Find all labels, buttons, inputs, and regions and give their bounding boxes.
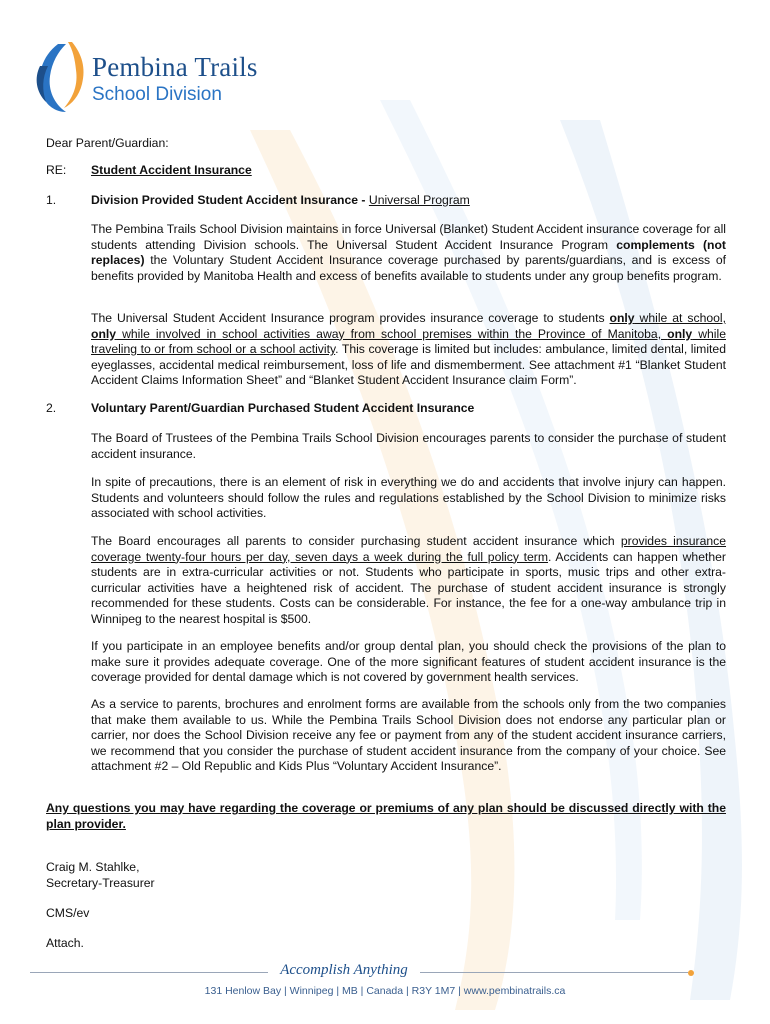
- s1-p2-c: while at school,: [634, 311, 726, 325]
- attachments-note: Attach.: [46, 936, 84, 950]
- section-1-heading-text: Division Provided Student Accident Insurance -: [91, 193, 369, 207]
- s1-p2-only-2: only: [91, 326, 117, 341]
- universal-program-link: Universal Program: [368, 193, 470, 207]
- s2-p3-a: The Board encourages all parents to consider purchasing student accident insurance which: [91, 534, 621, 548]
- logo-subtitle: School Division: [92, 84, 222, 105]
- signer-name: Craig M. Stahlke,: [46, 860, 140, 874]
- s1-p2-e: while involved in school activities away from school premises within the Province of Manitoba,: [116, 326, 668, 341]
- s1-p2-h: . This coverage is limited but includes: ambulance, limited dental, limited eyeglasses, accidental medical reimbursement, loss of life and dismemberment. See attachment #1 “Blanket Student Accident Claims Information Sheet” and “Blanket Student Accident Insurance claim Form”.: [91, 342, 726, 388]
- section-2-heading: Voluntary Parent/Guardian Purchased Student Accident Insurance: [91, 401, 475, 415]
- footer-rule-right: [420, 972, 688, 973]
- s1-p1-a: The Pembina Trails School Division maintains in force Universal (Blanket) Student Accident insurance coverage for all students attending Division schools. The Universal Student Accident Insurance Program: [91, 222, 726, 252]
- s1-p1-bold: complements (not replaces): [91, 237, 726, 268]
- section-1-heading: [91, 193, 731, 209]
- section-2-paragraph-5: As a service to parents, brochures and enrolment forms are available from the schools only from the two companies that make them available to us. While the Pembina Trails School Division does not endorse any particular plan or carrier, nor does the School Division receive any fee or payment from any of the student accident insurance carriers, we recommend that you consider the purchase of student accident insurance from the company of your choice. See attachment #2 – Old Republic and Kids Plus “Voluntary Accident Insurance”.: [91, 697, 726, 774]
- footer-dot-icon: [686, 968, 696, 978]
- re-label: RE:: [46, 163, 67, 177]
- section-2-paragraph-1: The Board of Trustees of the Pembina Trails School Division encourages parents to consider the purchase of student accident insurance.: [91, 431, 726, 461]
- s1-p2-only-1: only: [609, 311, 635, 325]
- notice-statement: Any questions you may have regarding the coverage or premiums of any plan should be discussed directly with the plan provider.: [46, 801, 726, 831]
- signer-title: Secretary-Treasurer: [46, 876, 155, 890]
- section-2-paragraph-2: In spite of precautions, there is an element of risk in everything we do and accidents that involve injury can happen. Students and volunteers should follow the rules and regulations established by the School Division to minimize risks associated with school activities.: [91, 475, 726, 521]
- s1-p1-c: the Voluntary Student Accident Insurance coverage purchased by parents/guardians, and is excess of benefits provided by Manitoba Health and excess of benefits available to students under any group benefits program.: [91, 253, 726, 283]
- re-subject: Student Accident Insurance: [91, 163, 252, 177]
- logo-title: Pembina Trails: [92, 52, 258, 82]
- footer-rule-left: [30, 972, 268, 973]
- footer-address: 131 Henlow Bay | Winnipeg | MB | Canada | R3Y 1M7 | www.pembinatrails.ca: [204, 985, 566, 997]
- initials: CMS/ev: [46, 906, 90, 920]
- logo: [28, 38, 328, 118]
- section-1-paragraph-1: [91, 222, 726, 284]
- logo-swoosh-icon: [28, 38, 92, 118]
- s1-p2-a: The Universal Student Accident Insurance program provides insurance coverage to students: [91, 311, 610, 325]
- section-1-number: 1.: [46, 193, 57, 207]
- s2-p3-c: . Accidents can happen whether students are in extra-curricular activities or not. Students who participate in sports, music trips and other extra-curricular activities have a heightened risk of accident. The purchase of student accident insurance is strongly recommended for these students. Costs can be considerable. For instance, the fee for a one-way ambulance trip in Winnipeg to the nearest hospital is $500.: [91, 549, 726, 626]
- section-2-paragraph-4: If you participate in an employee benefits and/or group dental plan, you should check the provisions of the plan to make sure it provides adequate coverage. One of the more significant features of student accident insurance is the coverage provided for dental damage which is not covered by government health services.: [91, 639, 726, 685]
- s2-p3-underlined: provides insurance coverage twenty-four hours per day, seven days a week during the full policy term: [91, 534, 727, 564]
- section-1-paragraph-2: [91, 311, 726, 389]
- s1-p2-g: while traveling to or from school or a school activity: [91, 326, 726, 357]
- footer-tagline: Accomplish Anything: [280, 962, 408, 978]
- section-2-number: 2.: [46, 401, 57, 415]
- salutation: Dear Parent/Guardian:: [46, 136, 169, 150]
- section-2-paragraph-3: [91, 534, 726, 628]
- s1-p2-only-3: only: [667, 326, 693, 341]
